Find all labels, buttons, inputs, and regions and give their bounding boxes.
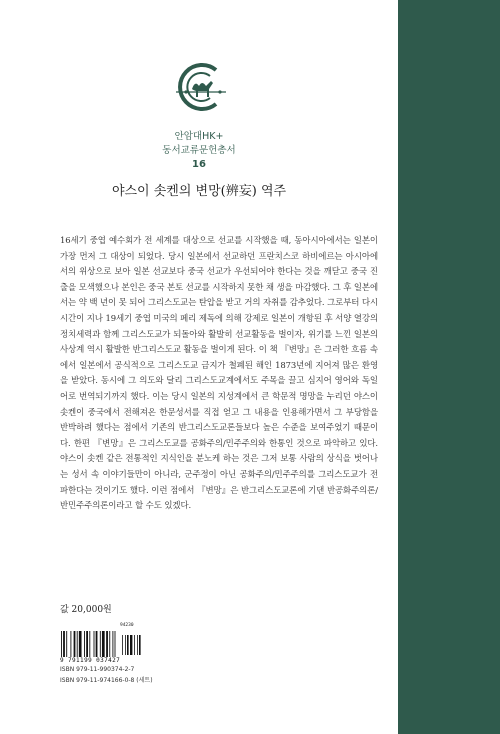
series-number: 16 [192,159,206,170]
series-name-line2: 동서교류문헌총서 [162,145,236,156]
series-name-line1: 안암대HK+ [174,131,224,142]
cover-color-band [398,0,500,734]
barcode-addon-number: 94230 [120,623,134,628]
price-label: 값 20,000원 [60,605,112,615]
blurb-paragraph: 16세기 중엽 예수회가 전 세계를 대상으로 선교를 시작했을 때, 동아시아에서는 일본이 가장 먼저 그 대상이 되었다. 당시 일본에서 선교하던 프란치스코 하비에르는 아시아에서의 위상으로 보아 일본 선교보다 중국 선교가 우선되어야 한다는 것을 깨닫고 중국 진출을 모색했으나 본인은 중국 본토 선교를 시작하지 못한 채 생을 마감했다. 그 후 일본에서는 약 백 년이 못 되어 그리스도교는 탄압을 받고 거의 자취를 감추었다. 그로부터 다시 시간이 지나 19세기 중엽 미국의 페리 제독에 의해 강제로 일본이 개항된 후 서양 열강의 정치세력과 함께 그리스도교가 되돌아와 활발히 선교활동을 벌이자, 위기를 느낀 일본의 사상계 역시 활발한 반그리스도교 활동을 벌이게 된다. 이 책 『변망』은 그러한 흐름 속에서 일본에서 공식적으로 그리스도교 금지가 철폐된 해인 1873년에 지어져 많은 환영을 받았다. 동시에 그 의도와 달리 그리스도교계에서도 주목을 끌고 심지어 영어와 독일어로 번역되기까지 했다. 이는 당시 일본의 지성계에서 큰 학문적 명망을 누리던 야스이 솟켄이 중국에서 전해져온 한문성서를 직접 얻고 그 내용을 인용해가면서 그 부당함을 반박하려 했다는 점에서 기존의 반그리스도교론들보다 높은 수준을 보여주었기 때문이다. 한편 『변망』은 그리스도교를 공화주의/민주주의와 한통인 것으로 파악하고 있다. 야스이 솟켄 같은 전통적인 지식인을 분노케 하는 것은 그저 보통 사람의 상식을 벗어나는 성서 속 이야기들만이 아니라, 군주정이 아닌 공화주의/민주주의를 그리스도교가 전파한다는 것이기도 했다. 이런 점에서 『변망』은 반그리스도교론에 기댄 반공화주의론/반민주주의론이라고 할 수도 있겠다. [60,235,378,511]
book-title: 야스이 솟켄의 변망(辨妄) 역주 [111,184,287,199]
series-block [120,130,278,172]
isbn-line: ISBN 979-11-990374-2-7 [60,666,135,673]
barcode-number: 9 791199 037427 [60,657,121,664]
back-cover-blurb [60,233,378,514]
isbn-set-line: ISBN 979-11-974166-0-8 (세트) [60,677,153,684]
series-logo-icon [168,56,230,118]
